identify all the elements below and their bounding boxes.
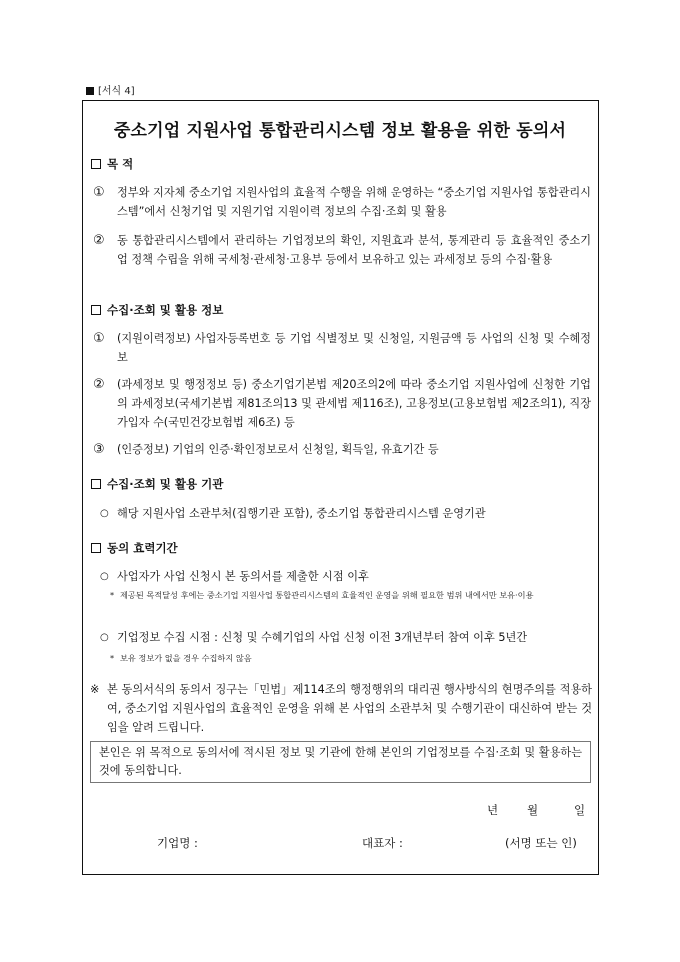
black-square-icon: [86, 87, 94, 95]
bullet-text: 해당 지원사업 소관부처(집행기관 포함), 중소기업 통합관리시스템 운영기관: [117, 507, 486, 520]
date-day-label: 일: [574, 803, 586, 817]
asterisk-mark: *: [110, 653, 115, 663]
remark-text: 본 동의서식의 동의서 징구는「민법」제114조의 행정행위의 대리권 행사방식의 현명주의를 적용하여, 중소기업 지원사업의 효율적인 운영을 위해 본 사업의 소관부처 및 수행기관이 대신하여 받는 것임을 알려 드립니다.: [107, 683, 592, 734]
section-heading-info: [91, 302, 223, 318]
period-bullet-1: [100, 567, 590, 586]
page-title: 중소기업 지원사업 통합관리시스템 정보 활용을 위한 동의서: [113, 121, 567, 141]
period-note-1: [110, 588, 592, 602]
section-heading-purpose: [91, 156, 133, 172]
section-heading-org: [91, 476, 223, 492]
checkbox-square-icon: [91, 305, 101, 315]
circle-bullet: ○: [100, 632, 109, 643]
circled-number: ①: [93, 331, 105, 346]
section-heading-text: 수집·조회 및 활용 기관: [107, 477, 224, 491]
form-tag-text: [서식 4]: [98, 86, 135, 97]
item-text: (과세정보 및 행정정보 등) 중소기업기본법 제20조의2에 따라 중소기업 지원사업에 신청한 기업의 과세정보(국세기본법 제81조의13 및 관세법 제116조), 고용정보(고용보험법 제2조의1), 직장가입자 수(국민건강보험법 제6조) 등: [117, 378, 591, 429]
sign-or-seal-label: (서명 또는 인): [505, 836, 577, 850]
circle-bullet: ○: [100, 571, 109, 582]
form-tag: [86, 82, 135, 97]
date-year-label: 년: [487, 803, 499, 817]
period-note-2: [110, 651, 592, 665]
reference-mark: ※: [90, 683, 100, 696]
checkbox-square-icon: [91, 479, 101, 489]
purpose-item-2: [93, 231, 591, 269]
item-text: 동 통합관리시스템에서 관리하는 기업정보의 확인, 지원효과 분석, 통계관리 등 효율적인 중소기업 정책 수립을 위해 국세청·관세청·고용부 등에서 보유하고 있는 과세정보 등의 수집·활용: [117, 234, 591, 266]
period-bullet-2: [100, 628, 590, 647]
circled-number: ①: [93, 185, 105, 200]
section-heading-period: [91, 540, 178, 556]
item-text: (지원이력정보) 사업자등록번호 등 기업 식별정보 및 신청일, 지원금액 등 사업의 신청 및 수혜정보: [117, 332, 591, 364]
ceo-label: 대표자 :: [362, 836, 403, 850]
item-text: 정부와 지자체 중소기업 지원사업의 효율적 수행을 위해 운영하는 “중소기업 지원사업 통합관리시스템”에서 신청기업 및 지원기업 지원이력 정보의 수집·조회 및 활용: [117, 186, 591, 218]
info-item-2: [93, 375, 591, 432]
consent-statement: 본인은 위 목적으로 동의서에 적시된 정보 및 기관에 한해 본인의 기업정보를 수집·조회 및 활용하는 것에 동의합니다.: [90, 741, 591, 783]
section-heading-text: 목 적: [107, 157, 134, 171]
circled-number: ③: [93, 442, 105, 457]
section-heading-text: 동의 효력기간: [107, 541, 178, 555]
checkbox-square-icon: [91, 159, 101, 169]
circle-bullet: ○: [100, 508, 109, 519]
item-text: (인증정보) 기업의 인증·확인정보로서 신청일, 획득일, 유효기간 등: [117, 443, 439, 456]
bullet-text: 사업자가 사업 신청시 본 동의서를 제출한 시점 이후: [117, 570, 369, 583]
checkbox-square-icon: [91, 543, 101, 553]
info-item-1: [93, 329, 591, 367]
circled-number: ②: [93, 377, 105, 392]
purpose-item-1: [93, 183, 591, 221]
info-item-3: [93, 440, 591, 459]
asterisk-mark: *: [110, 590, 115, 600]
bullet-text: 기업정보 수집 시점 : 신청 및 수혜기업의 사업 신청 이전 3개년부터 참여 이후 5년간: [117, 631, 528, 644]
note-text: 제공된 목적달성 후에는 중소기업 지원사업 통합관리시스템의 효율적인 운영을 위해 필요한 범위 내에서만 보유·이용: [120, 590, 534, 600]
note-text: 보유 정보가 없을 경우 수집하지 않음: [120, 653, 252, 663]
legal-remark: [90, 680, 592, 737]
company-name-label: 기업명 :: [157, 836, 198, 850]
org-bullet: [100, 504, 590, 523]
circled-number: ②: [93, 233, 105, 248]
section-heading-text: 수집·조회 및 활용 정보: [107, 303, 224, 317]
date-month-label: 월: [527, 803, 539, 817]
